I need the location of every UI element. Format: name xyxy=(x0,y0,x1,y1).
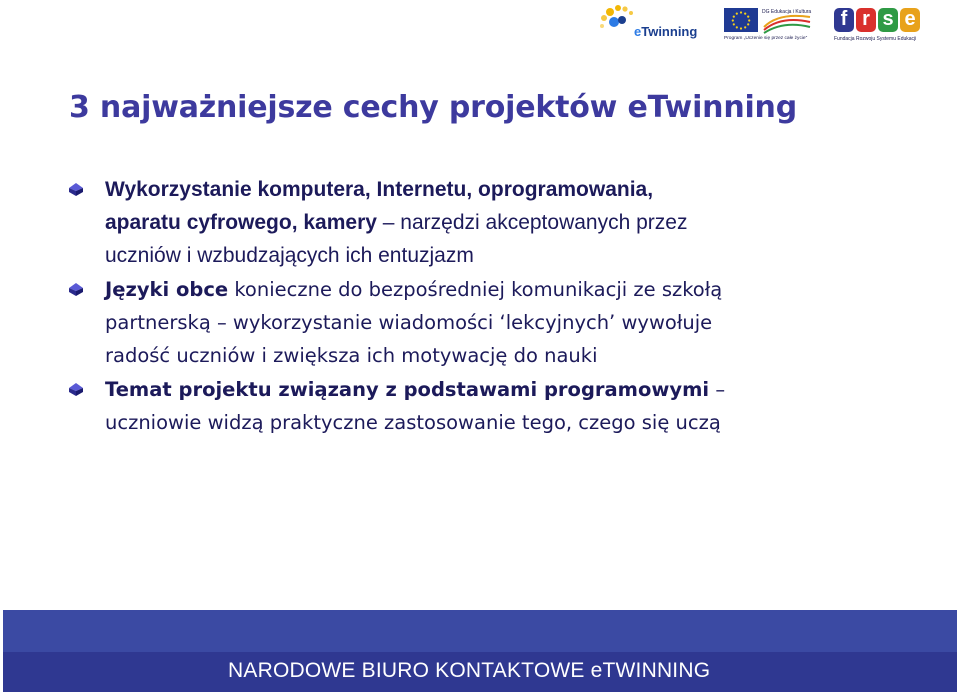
frse-letter: f xyxy=(834,8,854,32)
list-item xyxy=(68,273,928,372)
frse-letter: r xyxy=(856,8,876,32)
frse-logo xyxy=(834,8,926,44)
frse-logo-icon xyxy=(834,8,920,32)
logo-bar xyxy=(0,0,960,48)
bullet-bold-text: Języki obce xyxy=(105,278,229,301)
bullet-bold-text: aparatu cyfrowego, kamery xyxy=(105,211,377,234)
bullet-line xyxy=(105,339,928,372)
bullet-line xyxy=(105,406,928,439)
bullet-bold-text: Wykorzystanie komputera, Internetu, oprogramowania, xyxy=(105,178,654,201)
bullet-text: konieczne do bezpośredniej komunikacji ze szkołą xyxy=(228,278,723,301)
frse-caption: Fundacja Rozwoju Systemu Edukacji xyxy=(834,36,917,42)
bullet-line xyxy=(105,306,928,339)
list-item xyxy=(68,173,928,272)
footer-stripe xyxy=(0,610,960,652)
bullet-bold-text: Temat projektu związany z podstawami programowymi xyxy=(105,378,710,401)
footer-text: NARODOWE BIURO KONTAKTOWE eTWINNING xyxy=(228,659,711,682)
bullet-line xyxy=(105,173,928,206)
bullet-list xyxy=(68,173,928,440)
diamond-bullet-icon xyxy=(68,382,84,397)
etwinning-logo xyxy=(596,2,704,44)
eu-llp-logo xyxy=(724,8,814,44)
bullet-line xyxy=(105,206,928,239)
bullet-text: – narzędzi akceptowanych przez xyxy=(376,211,688,234)
bullet-text: radość uczniów i zwiększa ich motywację do nauki xyxy=(105,344,598,367)
bullet-line xyxy=(105,239,928,272)
diamond-bullet-icon xyxy=(68,282,84,297)
frse-letter: e xyxy=(900,8,920,32)
bullet-text: uczniowie widzą praktyczne zastosowanie tego, czego się uczą xyxy=(105,411,721,434)
bullet-text: uczniów i wzbudzających ich entuzjazm xyxy=(105,244,474,267)
eu-flag-icon xyxy=(724,8,758,32)
footer-edge-left xyxy=(0,610,3,692)
etwinning-logo-text: eTwinning xyxy=(634,24,698,39)
bullet-text: partnerską – wykorzystanie wiadomości ‘lekcyjnych’ wywołuje xyxy=(105,311,713,334)
list-item xyxy=(68,373,928,439)
bullet-line xyxy=(105,373,928,406)
llp-caption: Program „Uczenie się przez całe życie” xyxy=(724,36,808,41)
page-title: 3 najważniejsze cechy projektów eTwinning xyxy=(69,90,797,125)
footer-bar xyxy=(0,610,960,692)
llp-program-label: DG Edukacja i Kultura xyxy=(762,9,812,15)
llp-swoosh-icon xyxy=(762,12,812,36)
bullet-line xyxy=(105,273,928,306)
bullet-text: – xyxy=(709,378,726,401)
frse-letter: s xyxy=(878,8,898,32)
diamond-bullet-icon xyxy=(68,182,84,197)
